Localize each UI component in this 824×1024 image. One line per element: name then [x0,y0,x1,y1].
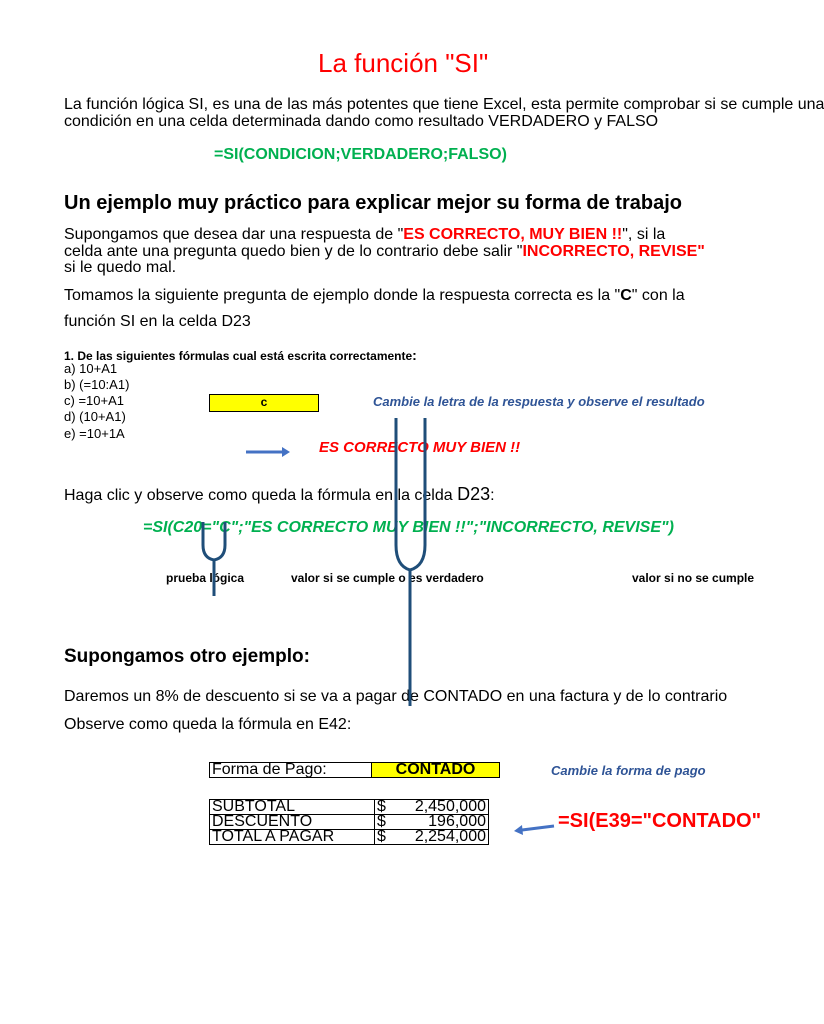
take-line-1-post: " con la [631,287,685,304]
second-example-heading: Supongamos otro ejemplo: [64,646,310,667]
haga-pre: Haga clic y observe como queda la fórmula en la celda [64,487,458,504]
haga-post: : [490,487,495,504]
option-d: d) (10+A1) [64,409,126,424]
payment-hint: Cambie la forma de pago [551,763,706,778]
result-text: ES CORRECTO MUY BIEN !! [319,439,521,456]
take-line-1-pre: Tomamos la siguiente pregunta de ejemplo donde la respuesta correcta es la " [64,287,621,304]
formula-example: =SI(C20="C";"ES CORRECTO MUY BIEN !!";"INCORRECTO, REVISE") [143,519,674,536]
haga-cell: D23 [457,484,491,504]
label-prueba: prueba lógica [166,571,245,585]
answer-hint: Cambie la letra de la respuesta y observe el resultado [373,394,705,409]
option-c: c) =10+A1 [64,393,124,408]
payment-label: Forma de Pago: [210,763,372,778]
total-value: 2,254,000 [391,830,489,845]
subtotal-label: SUBTOTAL [210,800,375,815]
discount-arrow-icon [514,825,554,835]
option-e: e) =10+1A [64,426,125,441]
discount-currency: $ [375,815,392,830]
example-line-1-post: ", si la [622,226,666,243]
example-line-2-pre: celda ante una pregunta quedo bien y de lo contrario debe salir " [64,243,523,260]
subtotal-currency: $ [375,800,392,815]
answer-cell[interactable]: c [209,394,319,412]
question-text: 1. De las siguientes fórmulas cual está escrita correctamente [64,349,413,363]
formula-discount: =SI(E39="CONTADO" [558,810,762,832]
verdadero-bracket-icon [396,418,425,706]
correct-phrase: ES CORRECTO, MUY BIEN !! [403,226,623,243]
total-label: TOTAL A PAGAR [210,830,375,845]
question-colon: : [412,347,417,363]
correct-letter: C [620,287,632,304]
subtotal-value: 2,450,000 [391,800,489,815]
option-a: a) 10+A1 [64,361,118,376]
label-falso: valor si no se cumple [632,571,755,585]
label-verdadero: valor si se cumple o es verdadero [291,571,484,585]
take-line-2: función SI en la celda D23 [64,313,251,330]
example-line-3: si le quedo mal. [64,259,177,276]
payment-cell[interactable]: CONTADO [372,763,500,778]
option-b: b) (=10:A1) [64,377,130,392]
intro-line-2: condición en una celda determinada dando como resultado VERDADERO y FALSO [64,113,659,130]
prueba-bracket-icon [203,522,225,596]
total-currency: $ [375,830,392,845]
page-title: La función "SI" [318,48,489,78]
result-arrow-icon [246,447,290,457]
discount-line-1: Daremos un 8% de descuento si se va a pagar de CONTADO en una factura y de lo contrario [64,688,728,705]
incorrect-phrase: INCORRECTO, REVISE" [522,243,705,260]
example-line-1-pre: Supongamos que desea dar una respuesta de " [64,226,404,243]
intro-line-1: La función lógica SI, es una de las más potentes que tiene Excel, esta permite comprobar si se cumple una [64,96,824,113]
discount-label: DESCUENTO [210,815,375,830]
example-heading: Un ejemplo muy práctico para explicar mejor su forma de trabajo [64,192,682,214]
syntax-formula: =SI(CONDICION;VERDADERO;FALSO) [214,146,507,163]
discount-value[interactable]: 196,000 [391,815,489,830]
discount-line-2: Observe como queda la fórmula en E42: [64,716,352,733]
